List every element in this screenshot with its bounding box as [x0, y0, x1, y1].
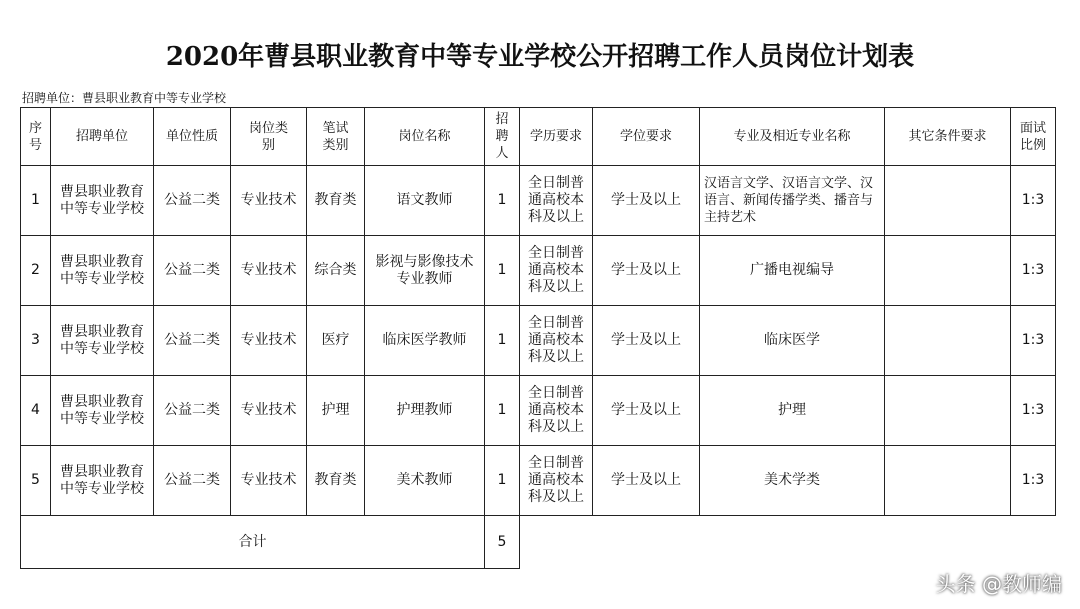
- cell-ratio: 1:3: [1011, 446, 1056, 516]
- cell-degree: 学士及以上: [593, 306, 700, 376]
- total-count: 5: [485, 516, 520, 569]
- recruiting-unit-line: 招聘单位：曹县职业教育中等专业学校: [22, 91, 227, 105]
- table-row: [21, 236, 1056, 306]
- header-post-name: 岗位名称: [365, 108, 485, 166]
- cell-unit: 曹县职业教育中等专业学校: [51, 446, 154, 516]
- total-row: [21, 516, 1056, 569]
- cell-exam-type: 护理: [307, 376, 365, 446]
- cell-post-name: 美术教师: [365, 446, 485, 516]
- table-row: [21, 446, 1056, 516]
- cell-degree: 学士及以上: [593, 376, 700, 446]
- cell-other: [885, 446, 1011, 516]
- header-count: 招聘人: [485, 108, 520, 166]
- cell-other: [885, 306, 1011, 376]
- cell-post-name: 护理教师: [365, 376, 485, 446]
- cell-unit: 曹县职业教育中等专业学校: [51, 236, 154, 306]
- cell-education: 全日制普通高校本科及以上: [520, 446, 593, 516]
- header-degree: 学位要求: [593, 108, 700, 166]
- cell-count: 1: [485, 446, 520, 516]
- cell-education: 全日制普通高校本科及以上: [520, 376, 593, 446]
- cell-degree: 学士及以上: [593, 166, 700, 236]
- cell-post-name: 影视与影像技术专业教师: [365, 236, 485, 306]
- cell-post-type: 专业技术: [231, 166, 307, 236]
- cell-other: [885, 166, 1011, 236]
- cell-count: 1: [485, 376, 520, 446]
- cell-major: 临床医学: [700, 306, 885, 376]
- cell-post-type: 专业技术: [231, 446, 307, 516]
- cell-no: 4: [21, 376, 51, 446]
- cell-major: 护理: [700, 376, 885, 446]
- cell-unit: 曹县职业教育中等专业学校: [51, 376, 154, 446]
- page-title: 2020年曹县职业教育中等专业学校公开招聘工作人员岗位计划表: [165, 42, 915, 72]
- cell-post-type: 专业技术: [231, 236, 307, 306]
- cell-major: 美术学类: [700, 446, 885, 516]
- total-label: 合计: [21, 516, 485, 569]
- cell-nature: 公益二类: [154, 376, 231, 446]
- cell-exam-type: 教育类: [307, 446, 365, 516]
- header-ratio: 面试比例: [1011, 108, 1056, 166]
- header-exam-type: 笔试类别: [307, 108, 365, 166]
- cell-ratio: 1:3: [1011, 236, 1056, 306]
- watermark: 头条 @教师编: [935, 572, 1062, 596]
- cell-no: 3: [21, 306, 51, 376]
- cell-exam-type: 教育类: [307, 166, 365, 236]
- cell-count: 1: [485, 236, 520, 306]
- table-row: [21, 166, 1056, 236]
- cell-post-name: 语文教师: [365, 166, 485, 236]
- cell-post-name: 临床医学教师: [365, 306, 485, 376]
- header-unit: 招聘单位: [51, 108, 154, 166]
- cell-no: 5: [21, 446, 51, 516]
- cell-degree: 学士及以上: [593, 236, 700, 306]
- cell-ratio: 1:3: [1011, 306, 1056, 376]
- cell-education: 全日制普通高校本科及以上: [520, 236, 593, 306]
- cell-no: 1: [21, 166, 51, 236]
- cell-degree: 学士及以上: [593, 446, 700, 516]
- table-row: [21, 376, 1056, 446]
- cell-count: 1: [485, 306, 520, 376]
- cell-post-type: 专业技术: [231, 306, 307, 376]
- header-no: 序号: [21, 108, 51, 166]
- cell-education: 全日制普通高校本科及以上: [520, 306, 593, 376]
- header-other: 其它条件要求: [885, 108, 1011, 166]
- cell-nature: 公益二类: [154, 446, 231, 516]
- cell-no: 2: [21, 236, 51, 306]
- cell-exam-type: 医疗: [307, 306, 365, 376]
- cell-post-type: 专业技术: [231, 376, 307, 446]
- recruitment-plan-table: [20, 107, 1056, 569]
- cell-exam-type: 综合类: [307, 236, 365, 306]
- cell-other: [885, 236, 1011, 306]
- cell-major: 广播电视编导: [700, 236, 885, 306]
- cell-unit: 曹县职业教育中等专业学校: [51, 166, 154, 236]
- header-major: 专业及相近专业名称: [700, 108, 885, 166]
- cell-nature: 公益二类: [154, 236, 231, 306]
- cell-ratio: 1:3: [1011, 376, 1056, 446]
- cell-major: 汉语言文学、汉语言文学、汉语言、新闻传播学类、播音与主持艺术: [700, 166, 885, 236]
- table-row: [21, 306, 1056, 376]
- table-header-row: [21, 108, 1056, 166]
- cell-count: 1: [485, 166, 520, 236]
- cell-nature: 公益二类: [154, 166, 231, 236]
- cell-nature: 公益二类: [154, 306, 231, 376]
- header-education: 学历要求: [520, 108, 593, 166]
- cell-ratio: 1:3: [1011, 166, 1056, 236]
- header-nature: 单位性质: [154, 108, 231, 166]
- header-post-type: 岗位类别: [231, 108, 307, 166]
- cell-unit: 曹县职业教育中等专业学校: [51, 306, 154, 376]
- cell-other: [885, 376, 1011, 446]
- cell-education: 全日制普通高校本科及以上: [520, 166, 593, 236]
- total-empty: [520, 516, 1056, 569]
